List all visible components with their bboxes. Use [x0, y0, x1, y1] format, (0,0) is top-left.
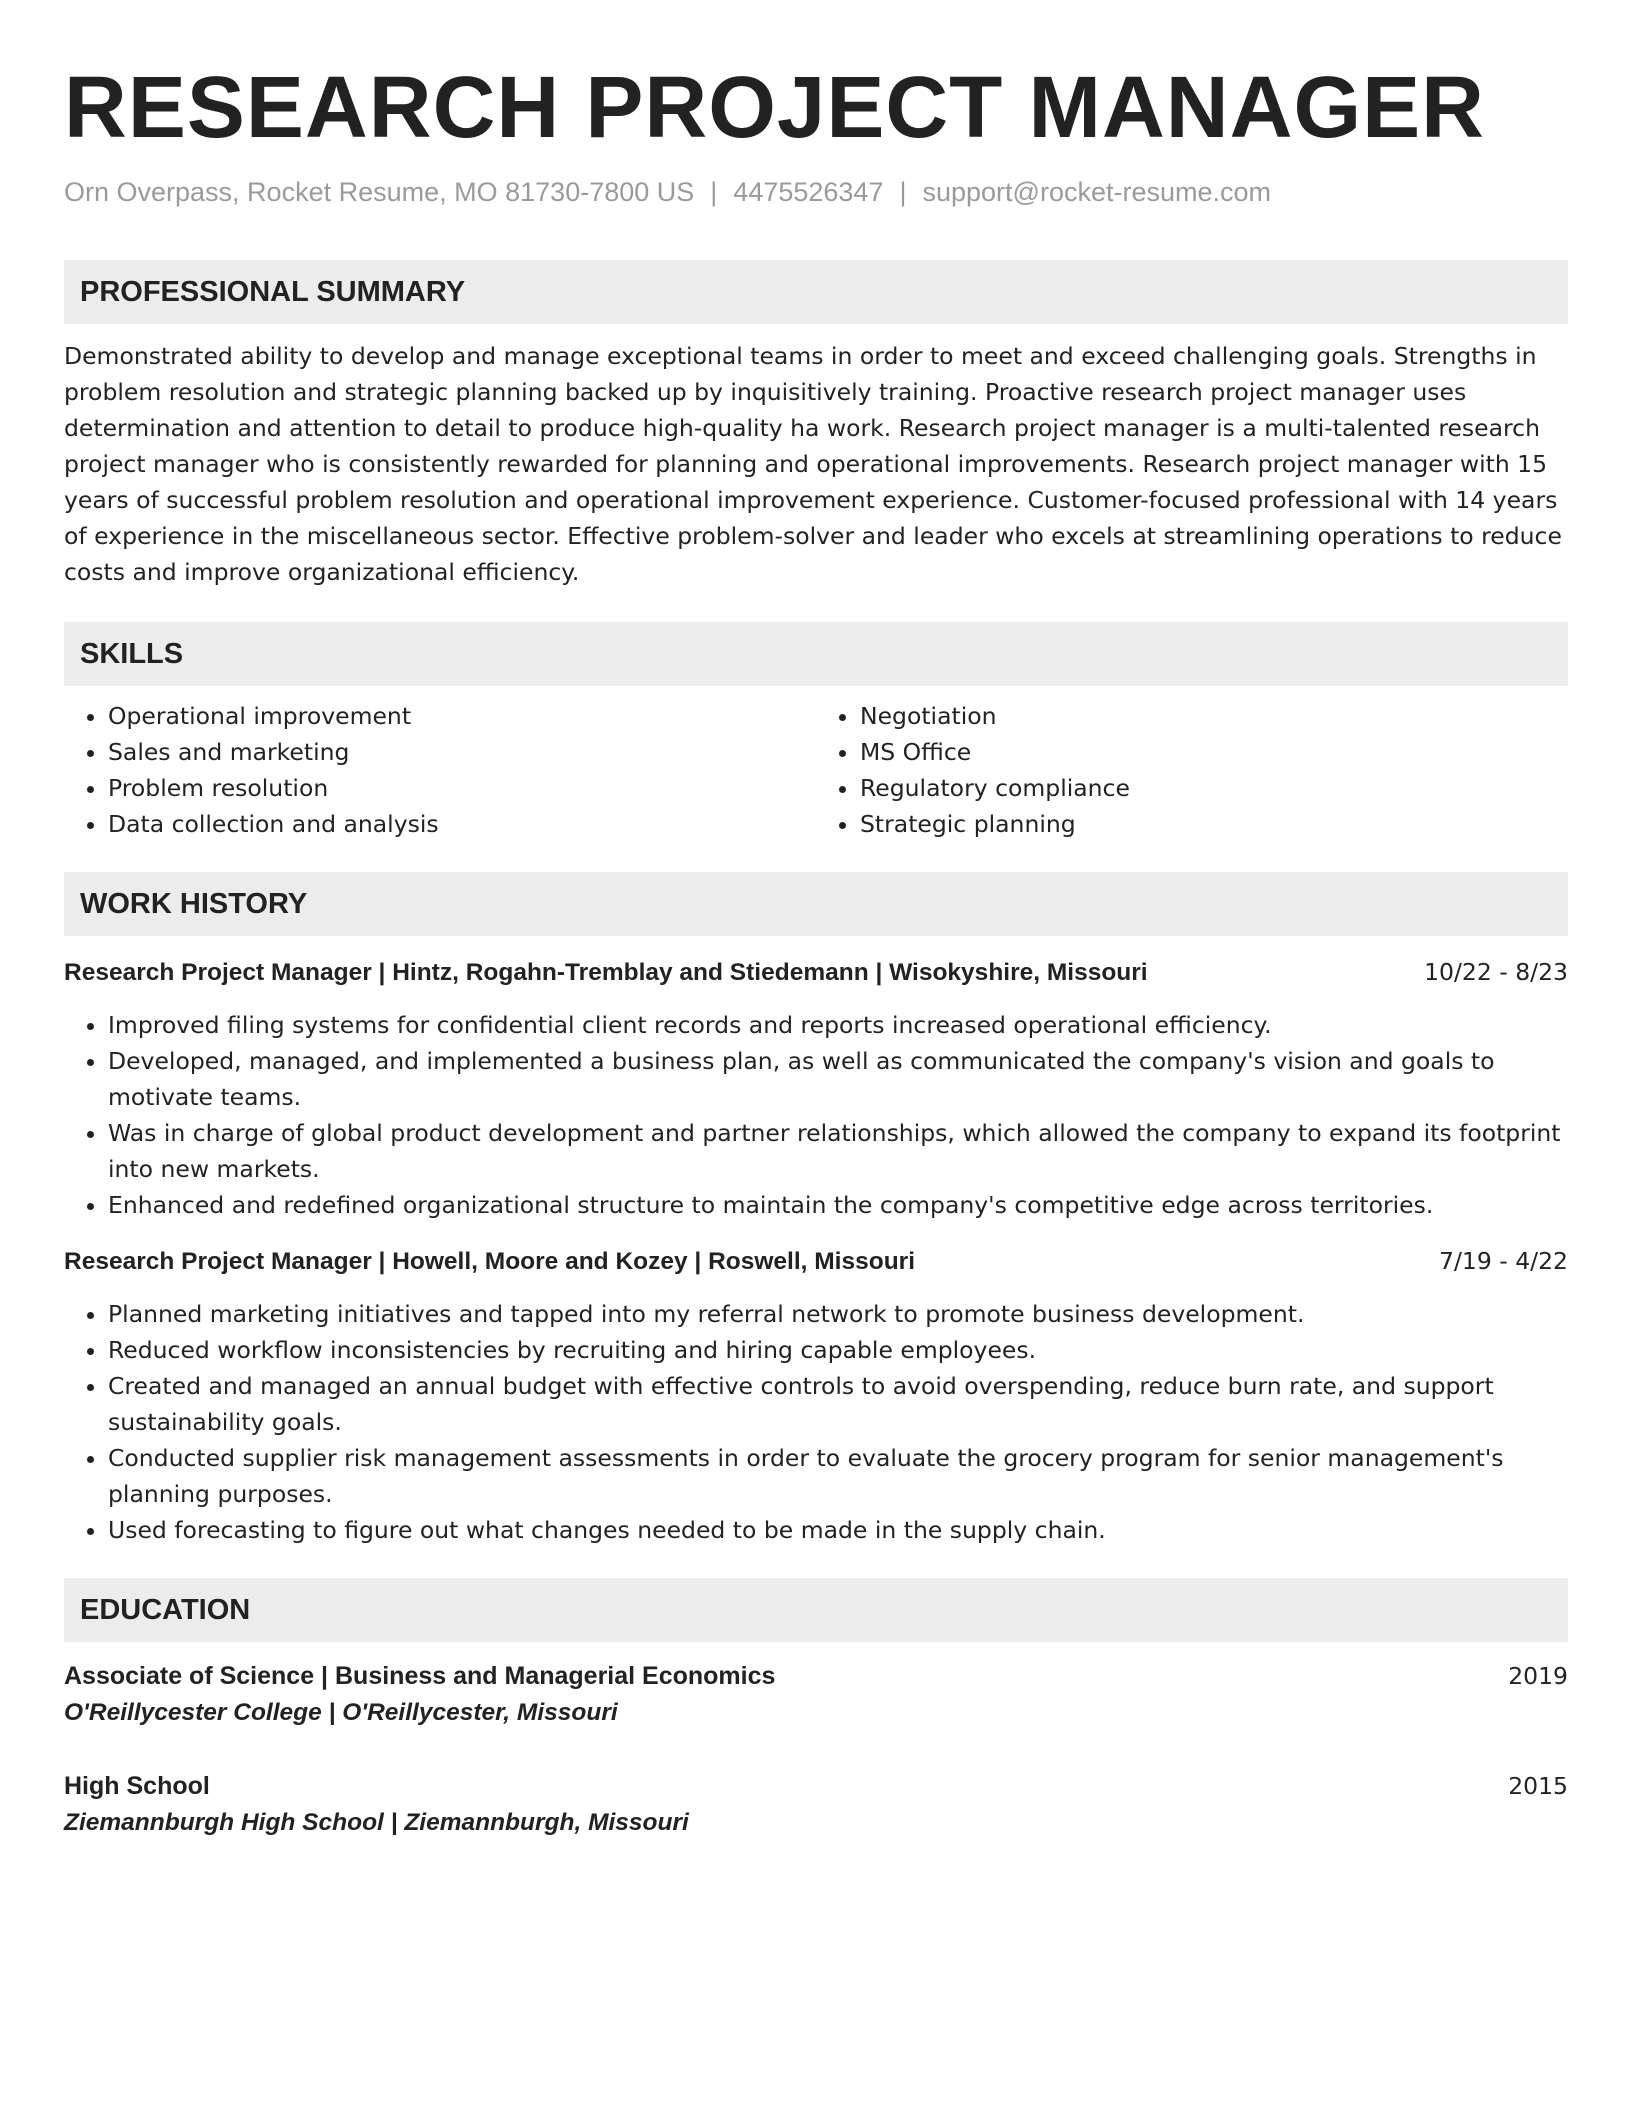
work-history-heading: WORK HISTORY: [64, 872, 1568, 936]
education-degree: Associate of Science | Business and Managerial Economics: [64, 1662, 776, 1690]
job-bullet: • Enhanced and redefined organizational structure to maintain the company's competitive edge across territories.: [108, 1187, 1568, 1223]
job-title: Research Project Manager | Howell, Moore and Kozey | Roswell, Missouri: [64, 1248, 916, 1275]
contact-address: Orn Overpass, Rocket Resume, MO 81730-7800 US: [64, 177, 695, 207]
skill-item: • Sales and marketing: [108, 734, 816, 770]
job-bullets: [64, 1296, 1568, 1548]
job-bullet: • Reduced workflow inconsistencies by recruiting and hiring capable employees.: [108, 1332, 1568, 1368]
skills-column-right: [816, 698, 1568, 842]
job-dates: 7/19 - 4/22: [1439, 1247, 1568, 1275]
contact-separator: |: [710, 177, 718, 207]
education-degree: High School: [64, 1772, 210, 1800]
resume-name: RESEARCH PROJECT MANAGER: [64, 59, 1485, 156]
job-bullet: • Planned marketing initiatives and tapped into my referral network to promote business development.: [108, 1296, 1568, 1332]
job-bullets: [64, 1007, 1568, 1223]
job-bullet: • Was in charge of global product development and partner relationships, which allowed the company to expand its footprint into new markets.: [108, 1115, 1568, 1187]
education-row: [64, 1658, 1568, 1694]
skill-item: • Problem resolution: [108, 770, 816, 806]
education-school: Ziemannburgh High School | Ziemannburgh, Missouri: [64, 1809, 689, 1836]
job-title-row: [64, 1243, 1568, 1280]
contact-line: [64, 177, 1568, 208]
job-bullet: • Improved filing systems for confidential client records and reports increased operational efficiency.: [108, 1007, 1568, 1043]
education-row: [64, 1768, 1568, 1804]
skill-item: • Negotiation: [860, 698, 1568, 734]
education-year: 2015: [1508, 1772, 1568, 1800]
summary-heading: PROFESSIONAL SUMMARY: [64, 260, 1568, 324]
job-entry: [64, 1243, 1568, 1548]
skills-heading: SKILLS: [64, 622, 1568, 686]
skill-item: • Data collection and analysis: [108, 806, 816, 842]
job-bullet: • Conducted supplier risk management assessments in order to evaluate the grocery program for senior management's planning purposes.: [108, 1440, 1568, 1512]
skill-item: • Strategic planning: [860, 806, 1568, 842]
skill-item: • Operational improvement: [108, 698, 816, 734]
skill-item: • MS Office: [860, 734, 1568, 770]
contact-email: support@rocket-resume.com: [922, 177, 1272, 207]
skills-column-left: [64, 698, 816, 842]
education-heading: EDUCATION: [64, 1578, 1568, 1642]
job-bullet: • Used forecasting to figure out what changes needed to be made in the supply chain.: [108, 1512, 1568, 1548]
education-entry: [64, 1768, 1568, 1842]
job-title-row: [64, 954, 1568, 991]
job-title: Research Project Manager | Hintz, Rogahn-Tremblay and Stiedemann | Wisokyshire, Missouri: [64, 959, 1148, 986]
skills-list: [64, 698, 1568, 842]
education-school: O'Reillycester College | O'Reillycester, Missouri: [64, 1699, 618, 1726]
education-year: 2019: [1508, 1662, 1568, 1690]
job-bullet: • Created and managed an annual budget with effective controls to avoid overspending, reduce burn rate, and support sustainability goals.: [108, 1368, 1568, 1440]
job-dates: 10/22 - 8/23: [1424, 958, 1568, 986]
skill-item: • Regulatory compliance: [860, 770, 1568, 806]
education-entry: [64, 1658, 1568, 1732]
contact-separator: |: [899, 177, 907, 207]
summary-text: Demonstrated ability to develop and manage exceptional teams in order to meet and exceed challenging goals. Strengths in problem resolution and strategic planning backed up by inquisitively training. Proactive research project manager uses determination and attention to detail to produce high-quality ha work. Research project manager is a multi-talented research project manager who is consistently rewarded for planning and operational improvements. Research project manager with 15 years of successful problem resolution and operational improvement experience. Customer-focused professional with 14 years of experience in the miscellaneous sector. Effective problem-solver and leader who excels at streamlining operations to reduce costs and improve organizational efficiency.: [64, 342, 1562, 586]
job-entry: [64, 954, 1568, 1223]
contact-phone: 4475526347: [733, 177, 884, 207]
job-bullet: • Developed, managed, and implemented a business plan, as well as communicated the company's vision and goals to motivate teams.: [108, 1043, 1568, 1115]
